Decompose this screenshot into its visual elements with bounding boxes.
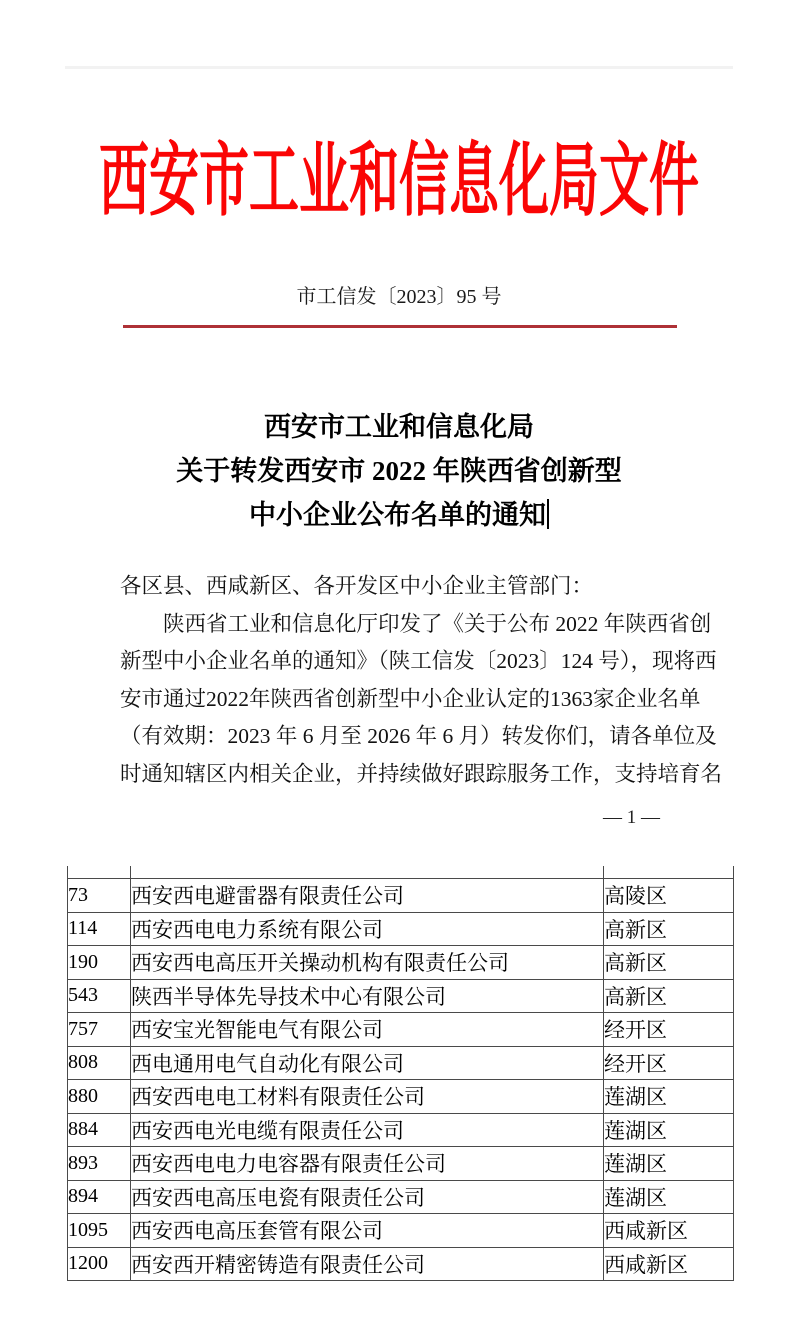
doc-title-line-2: 关于转发西安市 2022 年陕西省创新型 [176,456,622,486]
table-row [68,946,734,980]
company-name-cell: 西安西电电工材料有限责任公司 [131,1080,604,1114]
district-cell: 高陵区 [604,879,734,913]
row-number-cell: 893 [68,1147,131,1181]
row-number-cell: 190 [68,946,131,980]
district-cell: 高新区 [604,912,734,946]
body-line: 时通知辖区内相关企业，并持续做好跟踪服务工作，支持培育名 [120,761,723,786]
district-cell: 高新区 [604,979,734,1013]
table-row [68,1013,734,1047]
text-cursor [547,499,549,529]
doc-title-line-1: 西安市工业和信息化局 [264,412,534,442]
body-line: （有效期：2023 年 6 月至 2026 年 6 月）转发你们，请各单位及 [120,724,717,748]
table-row [68,1113,734,1147]
body-line: 陕西省工业和信息化厅印发了《关于公布 2022 年陕西省创 [163,611,712,636]
company-name-cell: 陕西半导体先导技术中心有限公司 [131,979,604,1013]
table-row [68,879,734,913]
table-row-partial [68,866,734,879]
district-cell: 经开区 [604,1013,734,1047]
table-row [68,1046,734,1080]
page-top-divider [65,66,733,69]
company-name-cell: 西安西电高压电瓷有限责任公司 [131,1180,604,1214]
table-row [68,912,734,946]
body-line: 新型中小企业名单的通知》（陕工信发〔2023〕124 号），现将西 [120,649,717,673]
table-row [68,1080,734,1114]
row-number-cell: 1200 [68,1247,131,1281]
row-number-cell: 884 [68,1113,131,1147]
company-table [67,866,734,1281]
row-number-cell: 73 [68,879,131,913]
district-cell: 经开区 [604,1046,734,1080]
body-text [120,568,723,793]
row-number-cell: 1095 [68,1214,131,1248]
agency-header-title: 西安市工业和信息化局文件 [99,136,699,226]
table-row [68,1147,734,1181]
district-cell: 高新区 [604,946,734,980]
salutation-line: 各区县、西咸新区、各开发区中小企业主管部门： [120,574,594,598]
table-row [68,979,734,1013]
table-row [68,1214,734,1248]
doc-title [0,405,798,537]
district-cell: 莲湖区 [604,1147,734,1181]
row-number-cell: 894 [68,1180,131,1214]
company-name-cell: 西安西电光电缆有限责任公司 [131,1113,604,1147]
row-number-cell: 543 [68,979,131,1013]
company-name-cell: 西电通用电气自动化有限公司 [131,1046,604,1080]
row-number-cell: 880 [68,1080,131,1114]
row-number-cell: 808 [68,1046,131,1080]
company-name-cell: 西安西开精密铸造有限责任公司 [131,1247,604,1281]
company-name-cell: 西安宝光智能电气有限公司 [131,1013,604,1047]
doc-number: 市工信发〔2023〕95 号 [296,286,502,308]
district-cell: 西咸新区 [604,1214,734,1248]
page-number: — 1 — [603,807,660,828]
red-separator-line [123,325,677,328]
company-name-cell: 西安西电电力系统有限公司 [131,912,604,946]
table-row [68,1180,734,1214]
company-table-body [68,866,734,1281]
company-name-cell: 西安西电高压套管有限公司 [131,1214,604,1248]
table-row [68,1247,734,1281]
doc-title-line-3 [0,493,798,537]
company-name-cell: 西安西电电力电容器有限责任公司 [131,1147,604,1181]
district-cell: 西咸新区 [604,1247,734,1281]
district-cell: 莲湖区 [604,1113,734,1147]
row-number-cell: 114 [68,912,131,946]
company-name-cell: 西安西电高压开关操动机构有限责任公司 [131,946,604,980]
district-cell: 莲湖区 [604,1080,734,1114]
row-number-cell: 757 [68,1013,131,1047]
doc-title-line-3-text: 中小企业公布名单的通知 [249,500,546,530]
company-name-cell: 西安西电避雷器有限责任公司 [131,879,604,913]
body-line: 安市通过2022年陕西省创新型中小企业认定的1363家企业名单 [120,686,701,711]
district-cell: 莲湖区 [604,1180,734,1214]
